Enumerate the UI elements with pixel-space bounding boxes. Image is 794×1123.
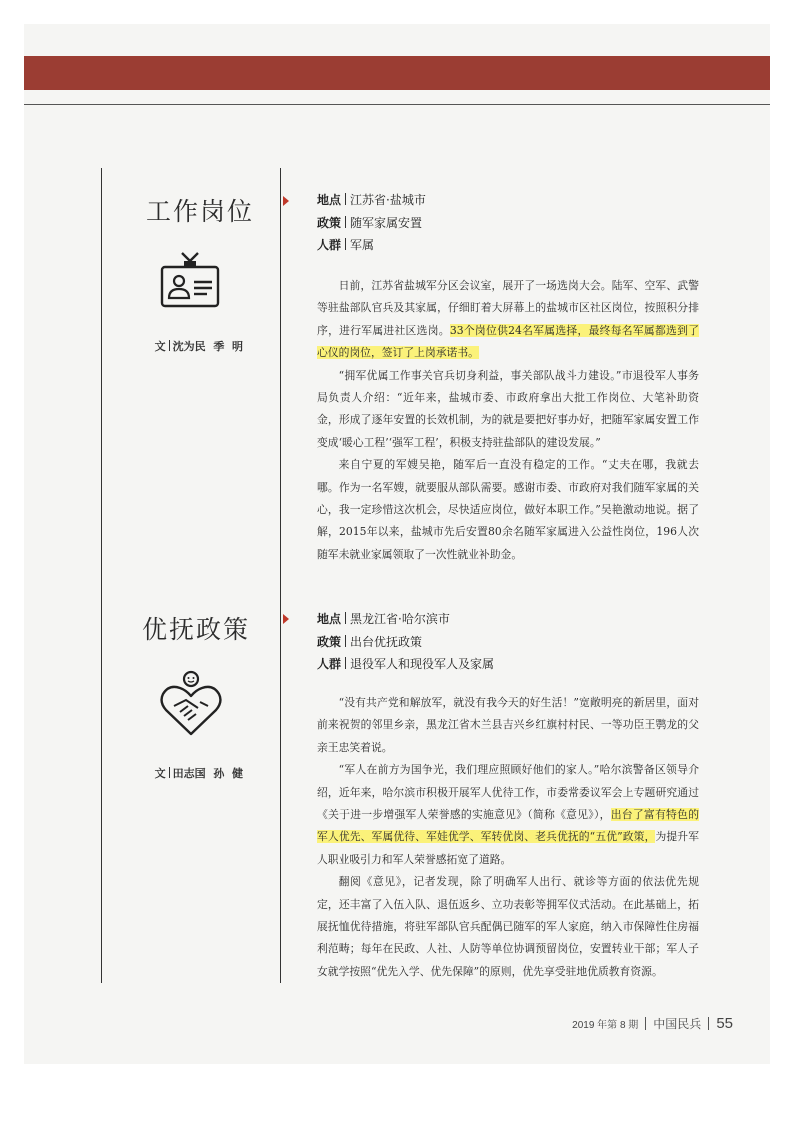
byline-separator <box>169 340 170 351</box>
article-body-2 <box>317 692 699 983</box>
byline-separator <box>169 767 170 778</box>
meta-location: 地点 江苏省·盐城市 <box>317 193 426 207</box>
byline-section-1 <box>147 325 243 354</box>
article-body-1 <box>317 275 699 566</box>
meta-policy: 政策 随军家属安置 <box>317 215 423 230</box>
header-band <box>24 56 770 90</box>
meta-policy: 政策 出台优抚政策 <box>317 634 423 649</box>
page-footer <box>572 1015 733 1033</box>
meta-block-1 <box>317 189 426 257</box>
byline-prefix: 文 <box>154 767 166 780</box>
paragraph: “没有共产党和解放军，就没有我今天的好生活！”宽敞明亮的新居里，面对前来祝贺的邻里乡亲，黑龙江省木兰县吉兴乡红旗村村民、一等功臣王鹗龙的父亲王忠笑着说。 <box>317 696 699 754</box>
page-number: 55 <box>716 1015 733 1032</box>
footer-separator <box>708 1017 709 1030</box>
paragraph: 来自宁夏的军嫂吴艳，随军后一直没有稳定的工作。“丈夫在哪，我就去哪。作为一名军嫂，就要服从部队需要。感谢市委、市政府对我们随军家属的关心，我一定珍惜这次机会，尽快适应岗位，做好本职工作。”吴艳激动地说。据了解，2015年以来，盐城市先后安置80余名随军家属进入公益性岗位，196人次随军未就业家属领取了一次性就业补助金。 <box>317 458 699 561</box>
paragraph: 日前，江苏省盐城军分区会议室，展开了一场选岗大会。陆军、空军、武警等驻盐部队官兵及其家属，仔细盯着大屏幕上的盐城市区社区岗位，按照积分排序，进行军属进社区选岗。33个岗位供24名军属选择，最终每名军属都选到了心仪的岗位，签订了上岗承诺书。 <box>317 279 699 360</box>
section-title-jobs: 工作岗位 <box>146 197 255 226</box>
paragraph: 翻阅《意见》，记者发现，除了明确军人出行、就诊等方面的依法优先规定，还丰富了入伍入队、退伍返乡、立功表彰等拥军仪式活动。在此基础上，拓展抚恤优待措施，将驻军部队官兵配偶已随军的军人家庭，纳入市保障性住房福利范畴；每年在民政、人社、人防等单位协调预留岗位，安置转业干部；军人子女就学按照“优先入学、优先保障”的原则，优先享受驻地优质教育资源。 <box>317 875 699 978</box>
section-arrow-2 <box>283 614 289 624</box>
footer-separator <box>645 1017 646 1030</box>
left-vertical-rule <box>101 168 102 983</box>
right-vertical-rule <box>280 168 281 983</box>
meta-location: 地点 黑龙江省·哈尔滨市 <box>317 612 450 626</box>
byline-prefix: 文 <box>154 340 166 353</box>
byline-authors: 田志国 孙 健 <box>172 767 243 780</box>
issue-label: 2019 年第 8 期 <box>572 1020 639 1031</box>
byline-section-2 <box>147 752 243 781</box>
paragraph: “拥军优属工作事关官兵切身利益，事关部队战斗力建设。”市退役军人事务局负责人介绍：“近年来，盐城市委、市政府拿出大批工作岗位、大笔补助资金，形成了逐年安置的长效机制，为的就是要把好事办好，把随军家属安置工作变成‘暖心工程’‘强军工程’，积极支持驻盐部队的建设发展。” <box>317 368 699 449</box>
meta-block-2 <box>317 608 494 676</box>
highlight-text: 出台了富有特色的军人优先、军属优待、军娃优学、军转优岗、老兵优抚的“五优”政策， <box>317 808 699 844</box>
highlight-text: 33个岗位供24名军属选择，最终每名军属都选到了心仪的岗位，签订了上岗承诺书。 <box>317 323 699 360</box>
section-title-policy: 优抚政策 <box>142 615 251 644</box>
meta-group: 人群 退役军人和现役军人及家属 <box>317 657 495 671</box>
heart-handshake-icon <box>158 670 224 738</box>
meta-group: 人群 军属 <box>317 238 375 252</box>
byline-authors: 沈为民 季 明 <box>172 340 243 353</box>
magazine-name: 中国民兵 <box>653 1017 702 1031</box>
header-rule <box>24 104 770 105</box>
paragraph: “军人在前方为国争光，我们理应照顾好他们的家人。”哈尔滨警备区领导介绍，近年来，哈尔滨市积极开展军人优待工作，市委常委议军会上专题研究通过《关于进一步增强军人荣誉感的实施意见》（简称《意见》），出台了富有特色的军人优先、军属优待、军娃优学、军转优岗、老兵优抚的“五优”政策，为提升军人职业吸引力和军人荣誉感拓宽了道路。 <box>317 763 700 866</box>
id-badge-icon <box>159 247 221 309</box>
section-arrow-1 <box>283 196 289 206</box>
